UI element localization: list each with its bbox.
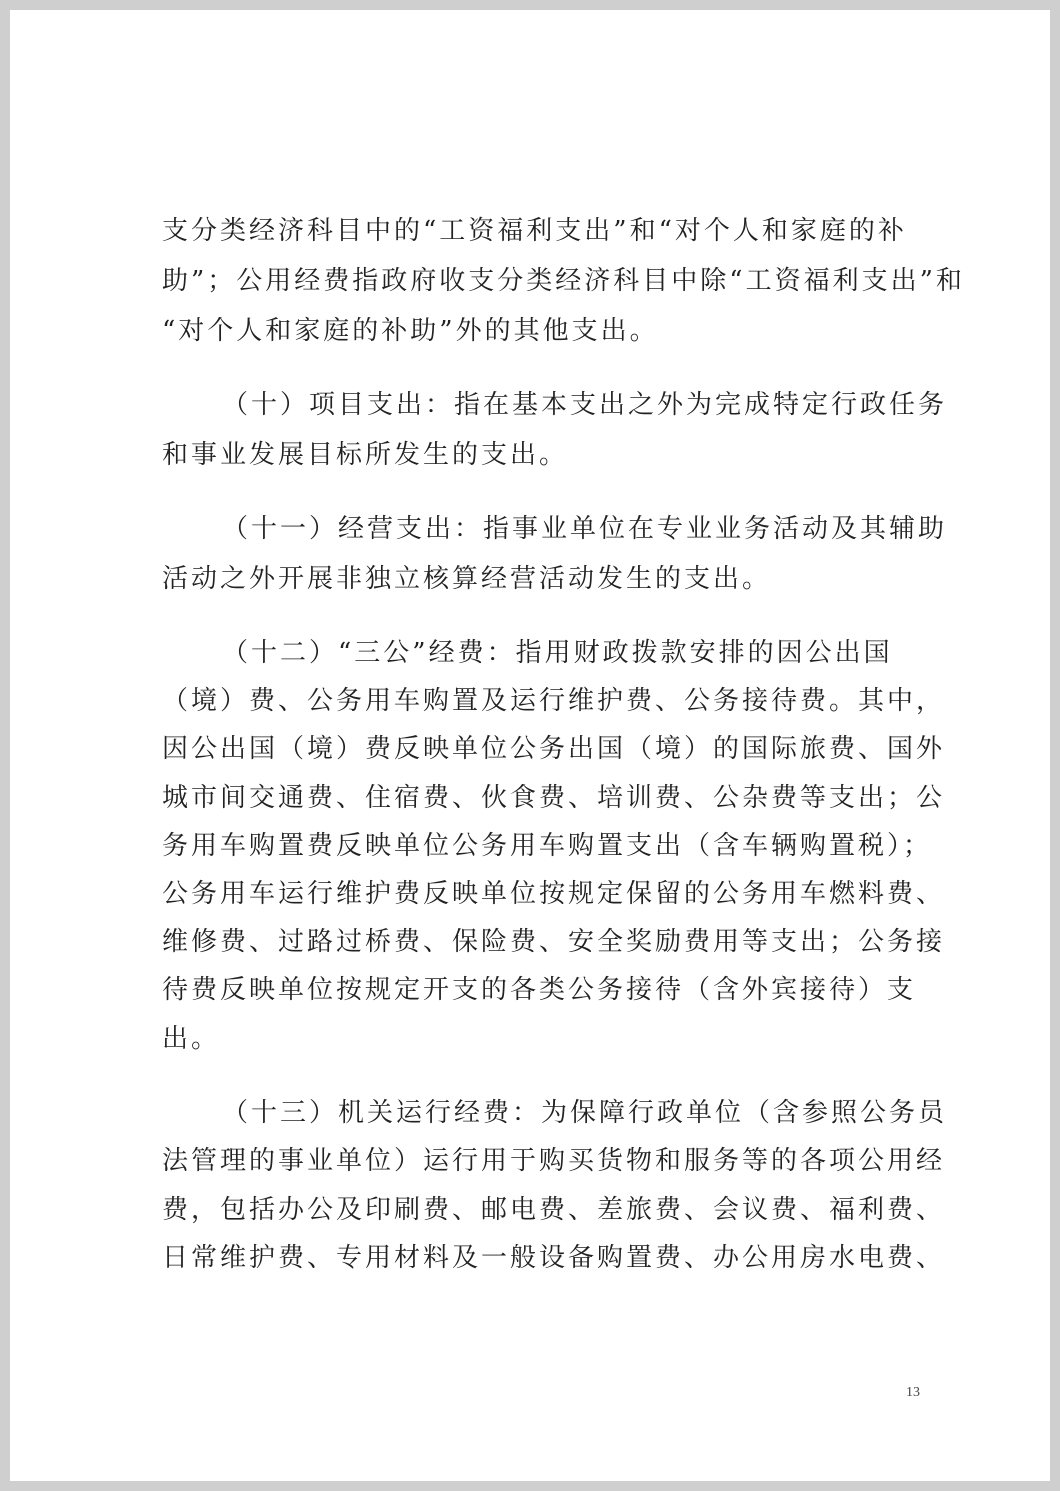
paragraph-heading-line: （十二）“三公”经费：指用财政拨款安排的因公出国 [222,638,893,668]
text-line: 待费反映单位按规定开支的各类公务接待（含外宾接待）支 [162,975,917,1005]
page-number: 13 [906,1385,920,1400]
text-line: 务用车购置费反映单位公务用车购置支出（含车辆购置税）； [162,831,933,861]
text-line: 和事业发展目标所发生的支出。 [162,440,569,470]
text-line: 维修费、过路过桥费、保险费、安全奖励费用等支出；公务接 [162,927,946,957]
text-line: 出。 [162,1024,221,1054]
document-page [10,10,1050,1481]
text-line: 日常维护费、专用材料及一般设备购置费、办公用房水电费、 [162,1243,946,1273]
paragraph-heading-line: （十一）经营支出：指事业单位在专业业务活动及其辅助 [222,514,948,544]
text-line: 支分类经济科目中的“工资福利支出”和“对个人和家庭的补 [162,216,907,246]
text-line: 助”；公用经费指政府收支分类经济科目中除“工资福利支出”和 [162,266,965,296]
text-line: （境）费、公务用车购置及运行维护费、公务接待费。其中， [162,686,946,716]
text-line: 公务用车运行维护费反映单位按规定保留的公务用车燃料费、 [162,879,946,909]
paragraph-heading-line: （十）项目支出：指在基本支出之外为完成特定行政任务 [222,390,948,420]
text-line: 活动之外开展非独立核算经营活动发生的支出。 [162,564,772,594]
text-line: 费，包括办公及印刷费、邮电费、差旅费、会议费、福利费、 [162,1195,946,1225]
text-line: 城市间交通费、住宿费、伙食费、培训费、公杂费等支出；公 [162,783,946,813]
text-line: “对个人和家庭的补助”外的其他支出。 [162,316,659,346]
paragraph-heading-line: （十三）机关运行经费：为保障行政单位（含参照公务员 [222,1098,948,1128]
text-line: 法管理的事业单位）运行用于购买货物和服务等的各项公用经 [162,1146,946,1176]
text-line: 因公出国（境）费反映单位公务出国（境）的国际旅费、国外 [162,734,946,764]
